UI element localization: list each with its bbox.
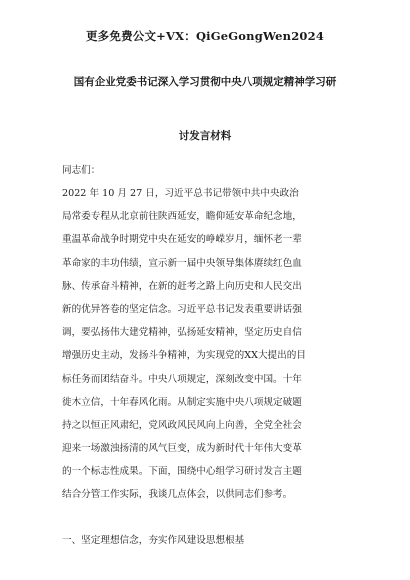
paragraph-line: 革命家的丰功伟绩，宣示新一届中央领导集体赓续红色血 <box>62 257 302 269</box>
document-title-continuation: 讨发言材料 <box>178 130 232 142</box>
paragraph-line: 结合分管工作实际，我谈几点体会，以供同志们参考。 <box>62 489 293 501</box>
paragraph-line: 脉、传承奋斗精神，在新的赶考之路上向历史和人民交出 <box>62 280 302 292</box>
paragraph-line: 迎来一场激浊扬清的风气巨变，成为新时代十年伟大变革 <box>62 443 302 455</box>
body-paragraph <box>62 182 352 507</box>
paragraph-line: 的一个标志性成果。下面，围绕中心组学习研讨发言主题 <box>62 466 302 478</box>
paragraph-line: 重温革命战争时期党中央在延安的峥嵘岁月，缅怀老一辈 <box>62 234 302 246</box>
paragraph-line: 徙木立信，十年春风化雨。从制定实施中央八项规定破题 <box>62 396 302 408</box>
paragraph-line: 新的优异答卷的坚定信念。习近平总书记发表重要讲话强 <box>62 303 302 315</box>
paragraph-line: 增强历史主动，发扬斗争精神，为实现党的XX大提出的目 <box>62 350 306 362</box>
promo-header: 更多免费公文+VX：QiGeGongWen2024 <box>85 29 325 43</box>
paragraph-line: 2022 年 10 月 27 日，习近平总书记带领中共中央政治 <box>62 188 299 199</box>
salutation: 同志们： <box>62 165 101 176</box>
paragraph-line: 持之以恒正风肃纪，党风政风民风向上向善，全党全社会 <box>62 419 302 431</box>
paragraph-line: 标任务而团结奋斗。中央八项规定，深刻改变中国。十年 <box>62 373 302 385</box>
paragraph-line: 调，要弘扬伟大建党精神，弘扬延安精神，坚定历史自信 <box>62 327 302 339</box>
document-title: 国有企业党委书记深入学习贯彻中央八项规定精神学习研 <box>73 76 337 88</box>
section-heading: 一、坚定理想信念，夯实作风建设思想根基 <box>62 535 245 546</box>
paragraph-line: 局常委专程从北京前往陕西延安，瞻仰延安革命纪念地， <box>62 211 302 223</box>
